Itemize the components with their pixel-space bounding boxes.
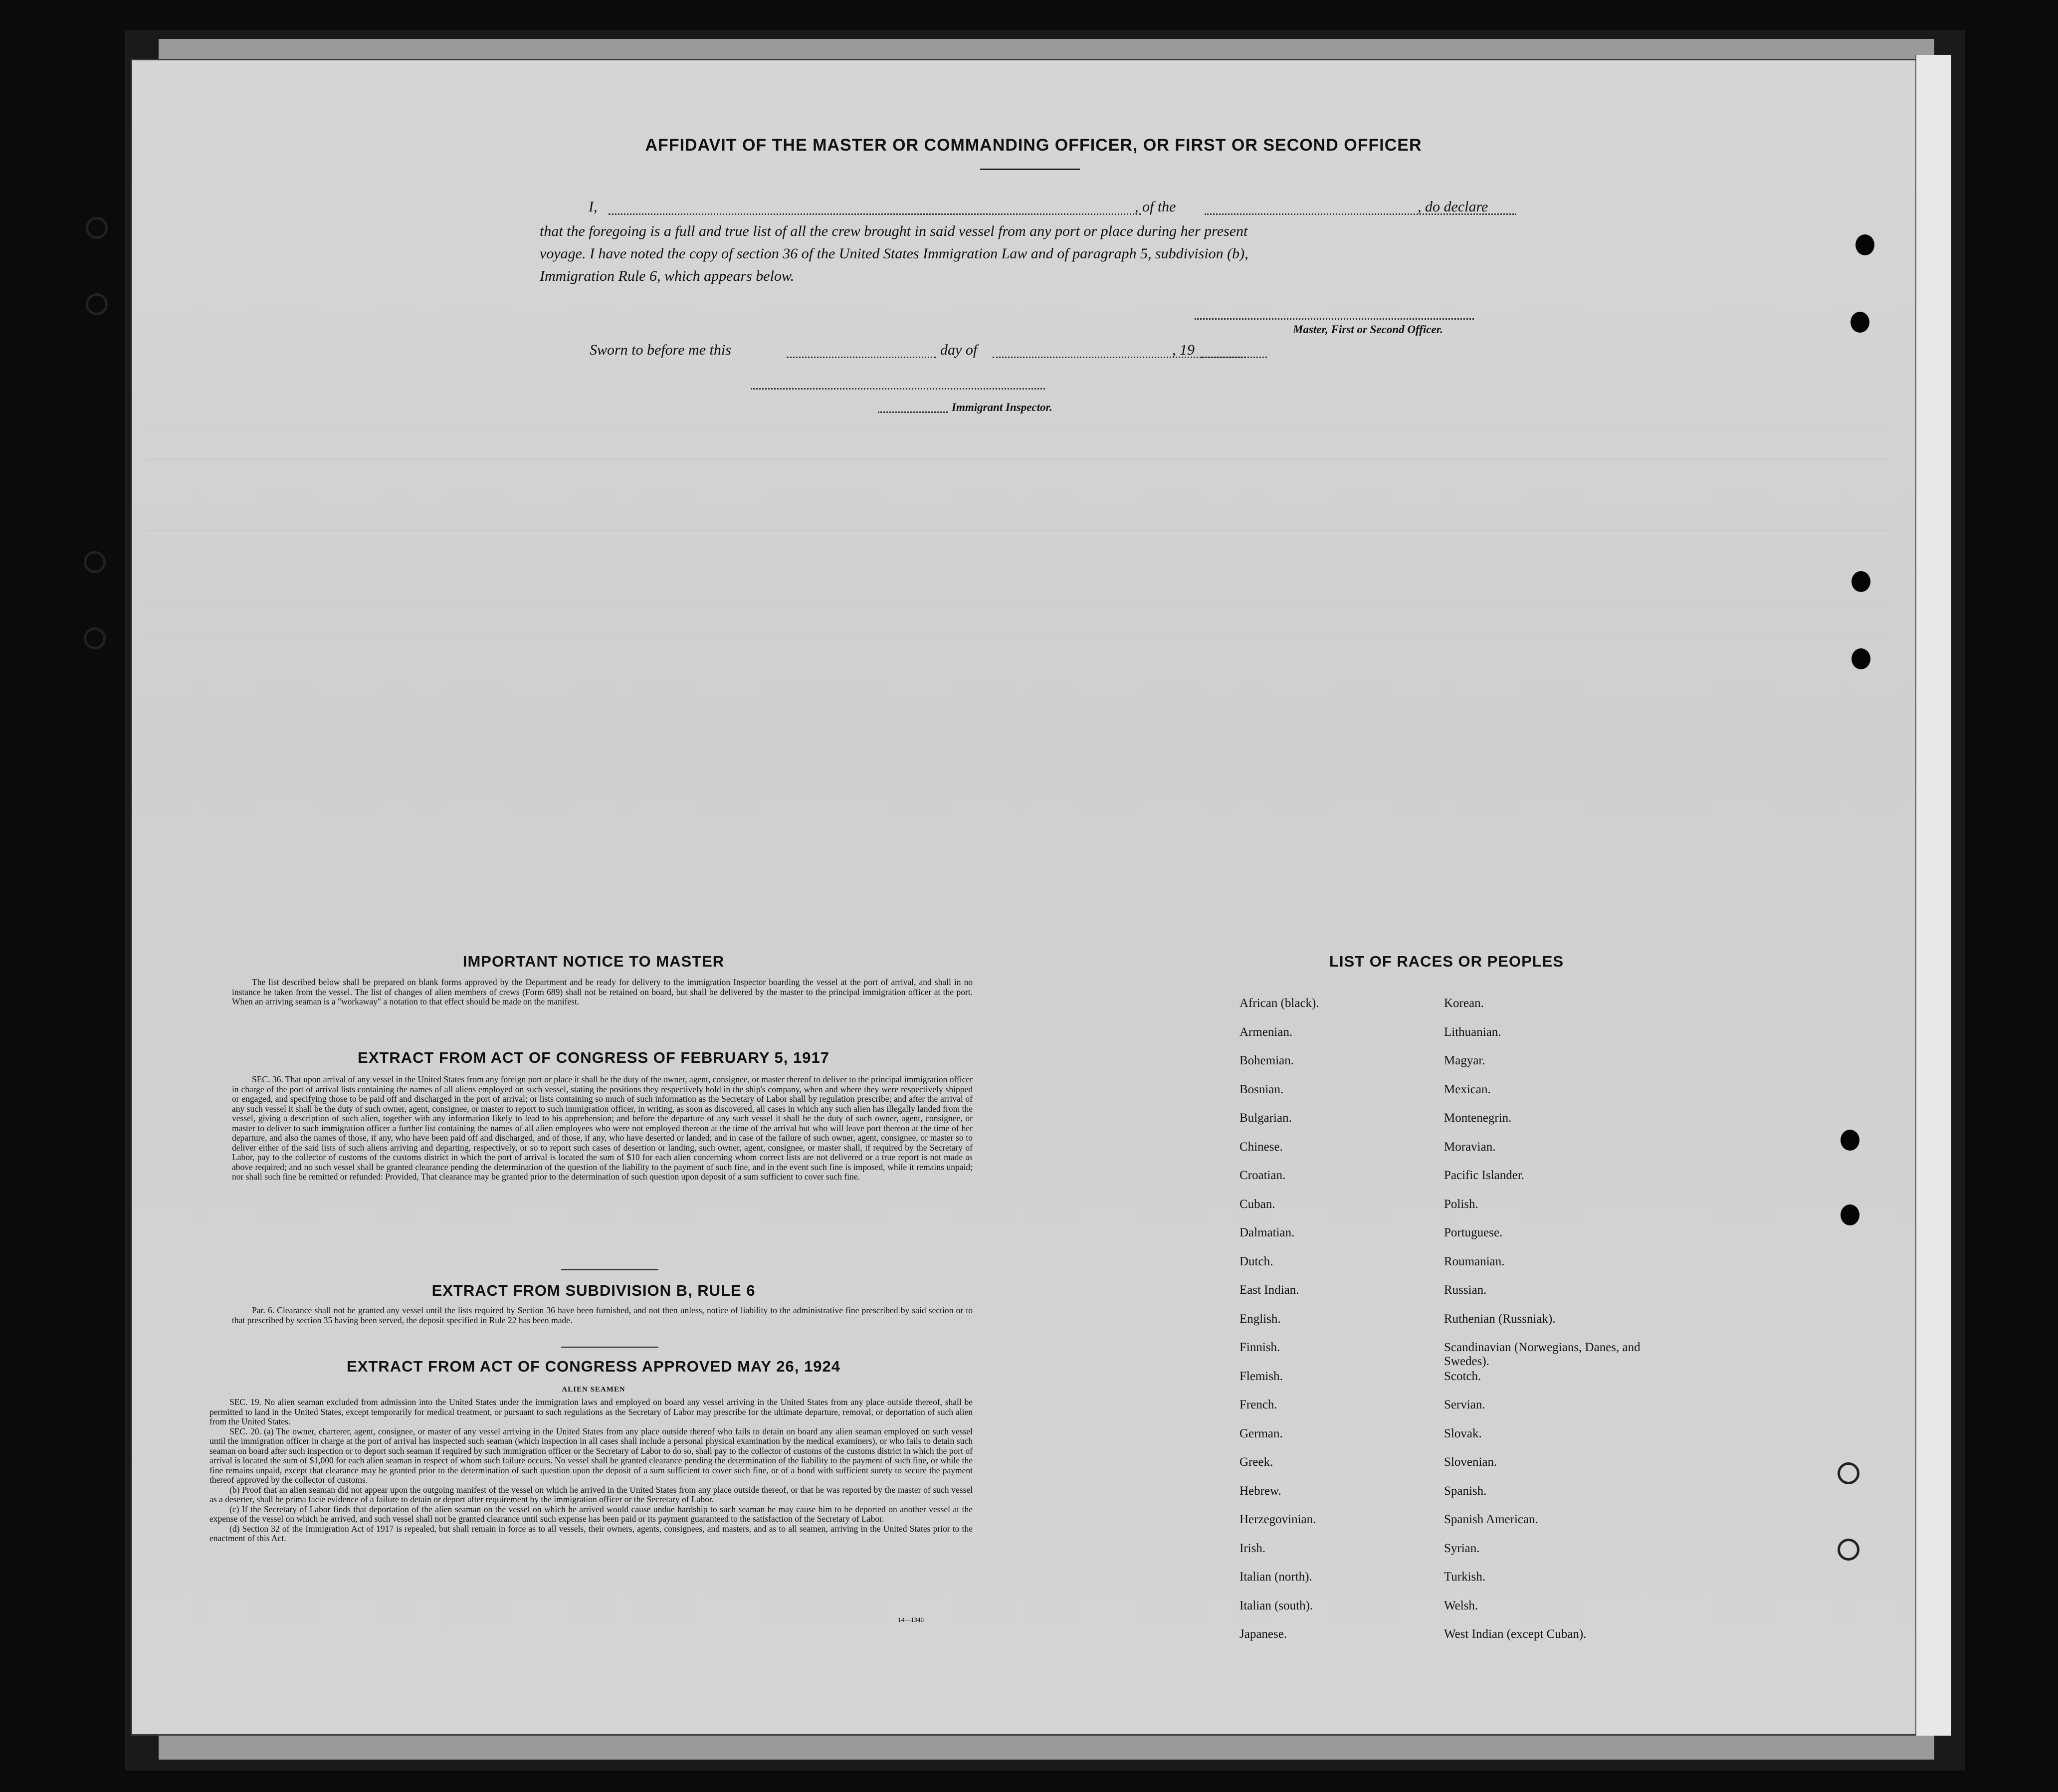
divider xyxy=(980,169,1080,170)
race-item: Italian (north). xyxy=(1239,1570,1312,1584)
race-item: Italian (south). xyxy=(1239,1598,1313,1612)
alien-seamen-subtitle: ALIEN SEAMEN xyxy=(562,1386,625,1394)
race-item: German. xyxy=(1239,1426,1283,1440)
page-edge-stack xyxy=(1915,55,1951,1736)
sworn-day-blank[interactable] xyxy=(787,357,936,358)
race-item: Chinese. xyxy=(1239,1140,1283,1154)
race-item: Bulgarian. xyxy=(1239,1111,1292,1125)
race-item: English. xyxy=(1239,1312,1281,1326)
bleed-through-area xyxy=(145,389,1890,743)
text-i: I, xyxy=(589,199,598,215)
binder-ring-icon xyxy=(84,551,106,573)
extract-1917-text: SEC. 36. That upon arrival of any vessel in the United States from any foreign port or place it shall be the duty of the owner, agent, consignee, or master thereof to deliver to the principal immigration officer in charge of the port of arrival lists containing the names of all aliens employed on such vessel, stating the positions they respectively hold in the ship's company, when and where they were respectively shipped or engaged, and specifying those to be paid off and discharged in the port of arrival; or lists containing so much of such information as the Secretary of Labor shall by regulation prescribe; and after the arrival of any such vessel it shall be the duty of such owner, agent, consignee, or master to report to such immigration officer, in writing, as soon as discovered, all cases in which any such alien has illegally landed from the vessel, giving a description of such alien, together with any information likely to lead to his apprehension; and before the departure of any such vessel it shall be the duty of such owner, agent, consignee, or master to deliver to such immigration officer a further list containing the names of all alien employees who were not employed thereon at the time of the arrival but who will leave port thereon at the time of her departure, and also the names of those, if any, who have been paid off and discharged, and of those, if any, who have deserted or landed; and in case of the failure of such owner, agent, consignee, or master so to deliver either of the said lists of such aliens arriving and departing, respectively, or so to report such cases of desertion or landing, such owner, agent, consignee, or master shall, if required by the Secretary of Labor, pay to the collector of customs of the customs district in which the port of arrival is located the sum of $10 for each alien concerning whom correct lists are not delivered or a true report is not made as above required; and no such vessel shall be granted clearance pending the determination of the question of the liability to the payment of such fine, and in the event such fine is imposed, while it remains unpaid; nor shall such fine be remitted or refunded: Provided, That clearance may be granted prior to the determination of such question upon deposit of a sum sufficient to cover such fine. xyxy=(232,1074,973,1182)
race-item: Hebrew. xyxy=(1239,1484,1281,1498)
extract-1917-title: EXTRACT FROM ACT OF CONGRESS OF FEBRUARY 5, 1917 xyxy=(358,1049,829,1066)
sec-20d-text: (d) Section 32 of the Immigration Act of 1917 is repealed, but shall remain in force as to all vessels, their owners, agents, consignees, and masters, and as to all seamen, arriving in the United States prior to the enactment of this Act. xyxy=(209,1523,973,1543)
form-number: 14—1340 xyxy=(898,1616,924,1623)
divider xyxy=(561,1347,658,1348)
binder-ring-icon xyxy=(1838,1462,1859,1484)
race-item: Flemish. xyxy=(1239,1369,1283,1383)
race-item: Roumanian. xyxy=(1444,1254,1505,1268)
race-item: Moravian. xyxy=(1444,1140,1496,1154)
race-item: Finnish. xyxy=(1239,1341,1280,1354)
races-left-column xyxy=(1239,996,1449,1656)
binder-ring-icon xyxy=(84,627,106,649)
binder-ring-icon xyxy=(86,293,108,315)
races-right-column xyxy=(1444,996,1683,1656)
binder-ring-icon xyxy=(1838,1539,1859,1561)
sec-20c-text: (c) If the Secretary of Labor finds that deportation of the alien seaman on the vessel on which he arrived would cause undue hardship to such seaman he may cause him to be deported on another vessel at the expense of the vessel on which he arrived, and such vessel shall not be granted clearance until such expense has been paid or its payment guaranteed to the satisfaction of the Secretary of Labor. xyxy=(209,1504,973,1524)
sec-20a-text: SEC. 20. (a) The owner, charterer, agent, consignee, or master of any vessel arriving in the United States from any place outside thereof who fails to detain on board any alien seaman employed on such vessel until the immigration officer in charge at the port of arrival has inspected such seaman (which inspection in all cases shall include a personal physical examination by the medical examiners), or who fails to detain such seaman on board after such inspection or to deport such seaman if required by such immigration officer or the Secretary of Labor to do so, shall pay to the collector of customs of the customs district in which the port of arrival is located the sum of $1,000 for each alien seaman in respect of whom such failure occurs. No vessel shall be granted clearance pending the determination of the liability to the payment of such fine, or while the fine remains unpaid, except that clearance may be granted prior to the determination of such question upon the deposit of a sum sufficient to cover such fine, or of a bond with sufficient surety to secure the payment thereof approved by the collector of customs. xyxy=(209,1426,973,1485)
race-item: Scandinavian (Norwegians, Danes, and Swedes). xyxy=(1444,1341,1641,1368)
race-item: Mexican. xyxy=(1444,1082,1491,1096)
race-item: Cuban. xyxy=(1239,1197,1275,1211)
inspector-signature-blank[interactable] xyxy=(751,388,1045,390)
text-day-of: day of xyxy=(940,342,978,358)
name-blank[interactable] xyxy=(609,213,1141,215)
race-item: Servian. xyxy=(1444,1398,1485,1411)
signature-label: Master, First or Second Officer. xyxy=(1293,323,1443,336)
text-of-the: , of the xyxy=(1135,199,1176,215)
race-item: Bosnian. xyxy=(1239,1082,1284,1096)
binder-ring-icon xyxy=(86,217,108,239)
sec-20b-text: (b) Proof that an alien seaman did not appear upon the outgoing manifest of the vessel on which he arrived in the United States from any place outside thereof, or that he was reported by the master of such vessel as a deserter, shall be prima facie evidence of a failure to detain or deport after requirement by the immigration officer or the Secretary of Labor. xyxy=(209,1484,973,1504)
race-item: Turkish. xyxy=(1444,1570,1486,1584)
race-item: Dalmatian. xyxy=(1239,1226,1295,1239)
race-item: West Indian (except Cuban). xyxy=(1444,1627,1587,1641)
race-item: East Indian. xyxy=(1239,1283,1299,1297)
race-item: Magyar. xyxy=(1444,1054,1485,1067)
extract-1924-body xyxy=(209,1397,973,1544)
rule-6-title: EXTRACT FROM SUBDIVISION B, RULE 6 xyxy=(431,1282,756,1299)
race-item: Polish. xyxy=(1444,1197,1478,1211)
affidavit-title: AFFIDAVIT OF THE MASTER OR COMMANDING OFFICER, OR FIRST OR SECOND OFFICER xyxy=(645,136,1422,155)
sec-19-text: SEC. 19. No alien seaman excluded from admission into the United States under the immigration laws and employed on board any vessel arriving in the United States from any place outside thereof, shall be permitted to land in the United States, except temporarily for medical treatment, or pursuant to such regulations as the Secretary of Labor may prescribe for the ultimate departure, removal, or deportation of such alien from the United States. xyxy=(209,1397,973,1426)
race-item: Japanese. xyxy=(1239,1627,1287,1641)
extract-1924-title: EXTRACT FROM ACT OF CONGRESS APPROVED MAY 26, 1924 xyxy=(347,1358,840,1375)
race-item: French. xyxy=(1239,1398,1277,1411)
declaration-line-1 xyxy=(589,199,1526,218)
race-item: Russian. xyxy=(1444,1283,1487,1297)
text-sworn: Sworn to before me this xyxy=(590,342,731,358)
race-item: African (black). xyxy=(1239,996,1319,1010)
race-item: Lithuanian. xyxy=(1444,1025,1501,1039)
race-item: Scotch. xyxy=(1444,1369,1481,1383)
race-item: Armenian. xyxy=(1239,1025,1293,1039)
race-item: Welsh. xyxy=(1444,1598,1478,1612)
race-item: Croatian. xyxy=(1239,1169,1286,1182)
text-do-declare: , do declare xyxy=(1418,199,1488,215)
punch-hole-icon xyxy=(1851,312,1869,333)
races-title: LIST OF RACES OR PEOPLES xyxy=(1329,953,1564,970)
race-item: Spanish. xyxy=(1444,1484,1487,1498)
race-item: Slovenian. xyxy=(1444,1455,1497,1469)
punch-hole-icon xyxy=(1841,1204,1859,1225)
declaration-line-3: voyage. I have noted the copy of section 36 of the United States Immigration Law and of paragraph 5, subdivision (b), xyxy=(540,245,1248,262)
sworn-line xyxy=(590,342,1248,362)
race-item: Korean. xyxy=(1444,996,1484,1010)
race-item: Syrian. xyxy=(1444,1541,1480,1555)
race-item: Spanish American. xyxy=(1444,1513,1538,1526)
race-item: Greek. xyxy=(1239,1455,1273,1469)
punch-hole-icon xyxy=(1855,234,1874,255)
signature-blank[interactable] xyxy=(1195,318,1474,320)
punch-hole-icon xyxy=(1841,1130,1859,1151)
inspector-label: Immigrant Inspector. xyxy=(952,401,1052,413)
race-item: Montenegrin. xyxy=(1444,1111,1512,1125)
notice-title: IMPORTANT NOTICE TO MASTER xyxy=(462,953,725,970)
race-item: Herzegovinian. xyxy=(1239,1513,1316,1526)
sworn-year-blank[interactable] xyxy=(1201,357,1246,358)
text-year: , 19 xyxy=(1172,342,1195,358)
rule-6-text: Par. 6. Clearance shall not be granted any vessel until the lists required by Section 36 have been furnished, and not then unless, notice of liability to the administrative fine prescribed by said section or to that prescribed by section 35 having been served, the deposit specified in Rule 22 has been made. xyxy=(232,1305,973,1325)
race-item: Slovak. xyxy=(1444,1426,1482,1440)
divider xyxy=(561,1269,658,1270)
race-item: Ruthenian (Russniak). xyxy=(1444,1312,1556,1326)
notice-text: The list described below shall be prepared on blank forms approved by the Department and be ready for delivery to the immigration Inspector boarding the vessel at the port of arrival, and shall in no instance be taken from the vessel. The list of changes of alien members of crews (Form 689) shall not be retained on board, but shall be delivered by the master to the principal immigration officer at the port. When an arriving seaman is a "workaway" a notation to that effect should be made on the manifest. xyxy=(232,977,973,1006)
race-item: Pacific Islander. xyxy=(1444,1169,1525,1182)
inspector-blank-short[interactable] xyxy=(878,411,948,413)
race-item: Portuguese. xyxy=(1444,1226,1503,1239)
declaration-line-4: Immigration Rule 6, which appears below. xyxy=(540,268,795,284)
declaration-line-2: that the foregoing is a full and true list of all the crew brought in said vessel from any port or place during her present xyxy=(540,223,1248,239)
race-item: Irish. xyxy=(1239,1541,1266,1555)
race-item: Bohemian. xyxy=(1239,1054,1294,1067)
race-item: Dutch. xyxy=(1239,1254,1273,1268)
